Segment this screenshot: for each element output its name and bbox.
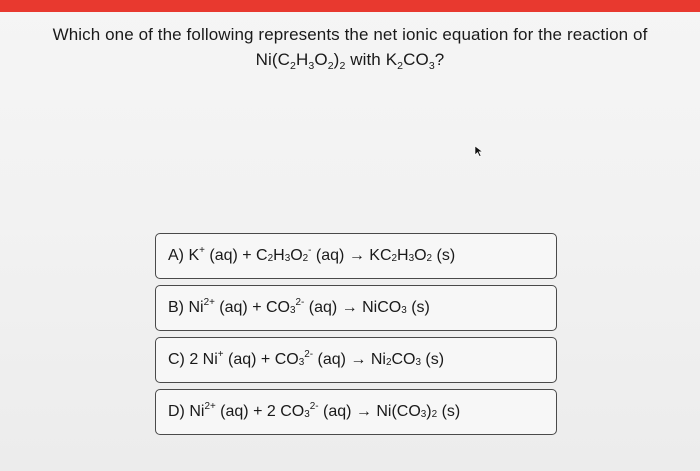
with-text: with <box>345 50 386 69</box>
equation-text: (aq) + CO <box>223 351 299 368</box>
equation-text: CO <box>391 351 416 368</box>
equation-text: ) <box>426 403 432 420</box>
answer-option-d[interactable]: D) Ni $^{2+}$ (aq) + 2 CO $_3$ $^{2-}$ (aq) → Ni(CO $_3$ ) $_2$ (s) <box>155 389 557 435</box>
equation-text: O <box>414 247 427 264</box>
equation-text: O <box>290 247 303 264</box>
compound-nickel-acetate: $Ni(C_2H_3O_2)_2$ <box>255 50 346 72</box>
equation-text: (s) <box>432 247 456 264</box>
top-accent-bar <box>0 0 700 12</box>
option-label: D) Ni <box>168 403 205 420</box>
equation-text: (aq) + 2 CO <box>215 403 305 420</box>
equation-text: (aq) → Ni <box>313 351 386 368</box>
equation-text: (aq) → Ni(CO <box>318 403 421 420</box>
question-line-2: $Ni(C_2H_3O_2)_2$ with $K_2CO_3$? <box>255 50 445 72</box>
answer-option-c[interactable]: C) 2 Ni + (aq) + CO $_3$ $^{2-}$ (aq) → Ni $_2$ CO $_3$ (s) <box>155 337 557 383</box>
option-label: A) K <box>168 247 200 264</box>
equation-text: (s) <box>420 351 445 368</box>
equation-text: (aq) + C <box>204 247 268 264</box>
answer-options <box>155 233 557 435</box>
compound-potassium-carbonate: $K_2CO_3$ <box>385 50 435 72</box>
option-label: C) 2 Ni <box>168 351 218 368</box>
equation-text: (aq) + CO <box>214 299 290 316</box>
question-line-1: Which one of the following represents the net ionic equation for the reaction of <box>52 25 648 44</box>
equation-text: (aq) → KC <box>311 247 392 264</box>
question-prompt <box>0 22 700 72</box>
mouse-pointer-icon <box>474 145 484 157</box>
equation-text: (aq) → NiCO <box>304 299 402 316</box>
answer-option-a[interactable]: A) K + (aq) + C $_2$ H $_3$ O $_2$ - (aq) → KC $_2$ H $_3$ O $_2$ (s) <box>155 233 557 279</box>
answer-option-b[interactable]: B) Ni $^{2+}$ (aq) + CO $_3$ $^{2-}$ (aq) → NiCO $_3$ (s) <box>155 285 557 331</box>
equation-text: H <box>273 247 285 264</box>
equation-text: (s) <box>437 403 461 420</box>
equation-text: H <box>397 247 409 264</box>
equation-text: (s) <box>406 299 430 316</box>
option-label: B) Ni <box>168 299 204 316</box>
